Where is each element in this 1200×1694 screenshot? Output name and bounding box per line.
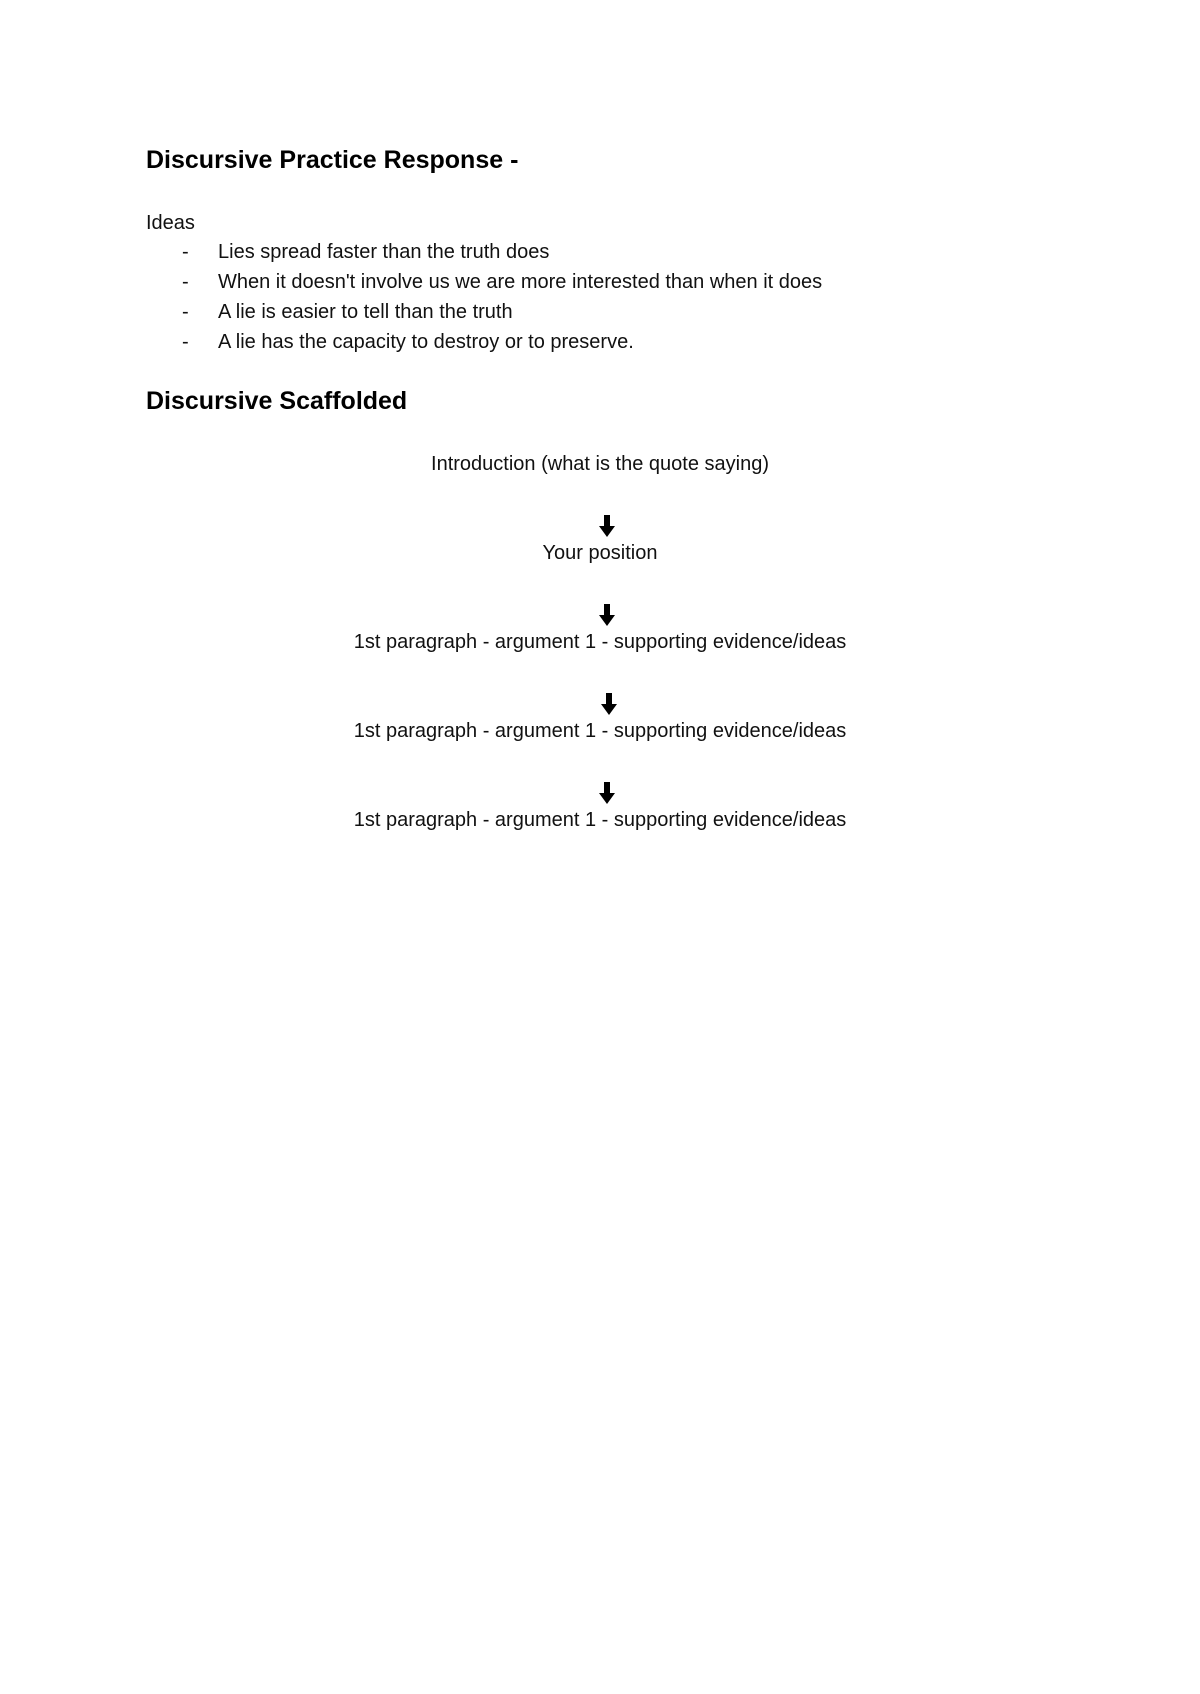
bullet-dash: - [182, 271, 189, 293]
flow-step-paragraph-1: 1st paragraph - argument 1 - supporting evidence/ideas [353, 631, 847, 653]
flow-step-paragraph-3: 1st paragraph - argument 1 - supporting evidence/ideas [353, 809, 847, 831]
ideas-label: Ideas [146, 212, 195, 234]
bullet-dash: - [182, 241, 189, 263]
bullet-dash: - [182, 331, 189, 353]
flow-step-introduction: Introduction (what is the quote saying) [431, 453, 769, 475]
flow-step-paragraph-2: 1st paragraph - argument 1 - supporting evidence/ideas [353, 720, 847, 742]
section-heading: Discursive Scaffolded [146, 387, 408, 415]
page-title: Discursive Practice Response - [146, 146, 519, 174]
down-arrow-icon [597, 781, 617, 805]
flow-step-position: Your position [542, 542, 658, 564]
down-arrow-icon [597, 514, 617, 538]
bullet-dash: - [182, 301, 189, 323]
idea-text: A lie has the capacity to destroy or to preserve. [218, 331, 634, 353]
down-arrow-icon [597, 603, 617, 627]
idea-text: Lies spread faster than the truth does [218, 241, 550, 263]
idea-text: A lie is easier to tell than the truth [218, 301, 513, 323]
down-arrow-icon [599, 692, 619, 716]
idea-text: When it doesn't involve us we are more interested than when it does [218, 271, 823, 293]
